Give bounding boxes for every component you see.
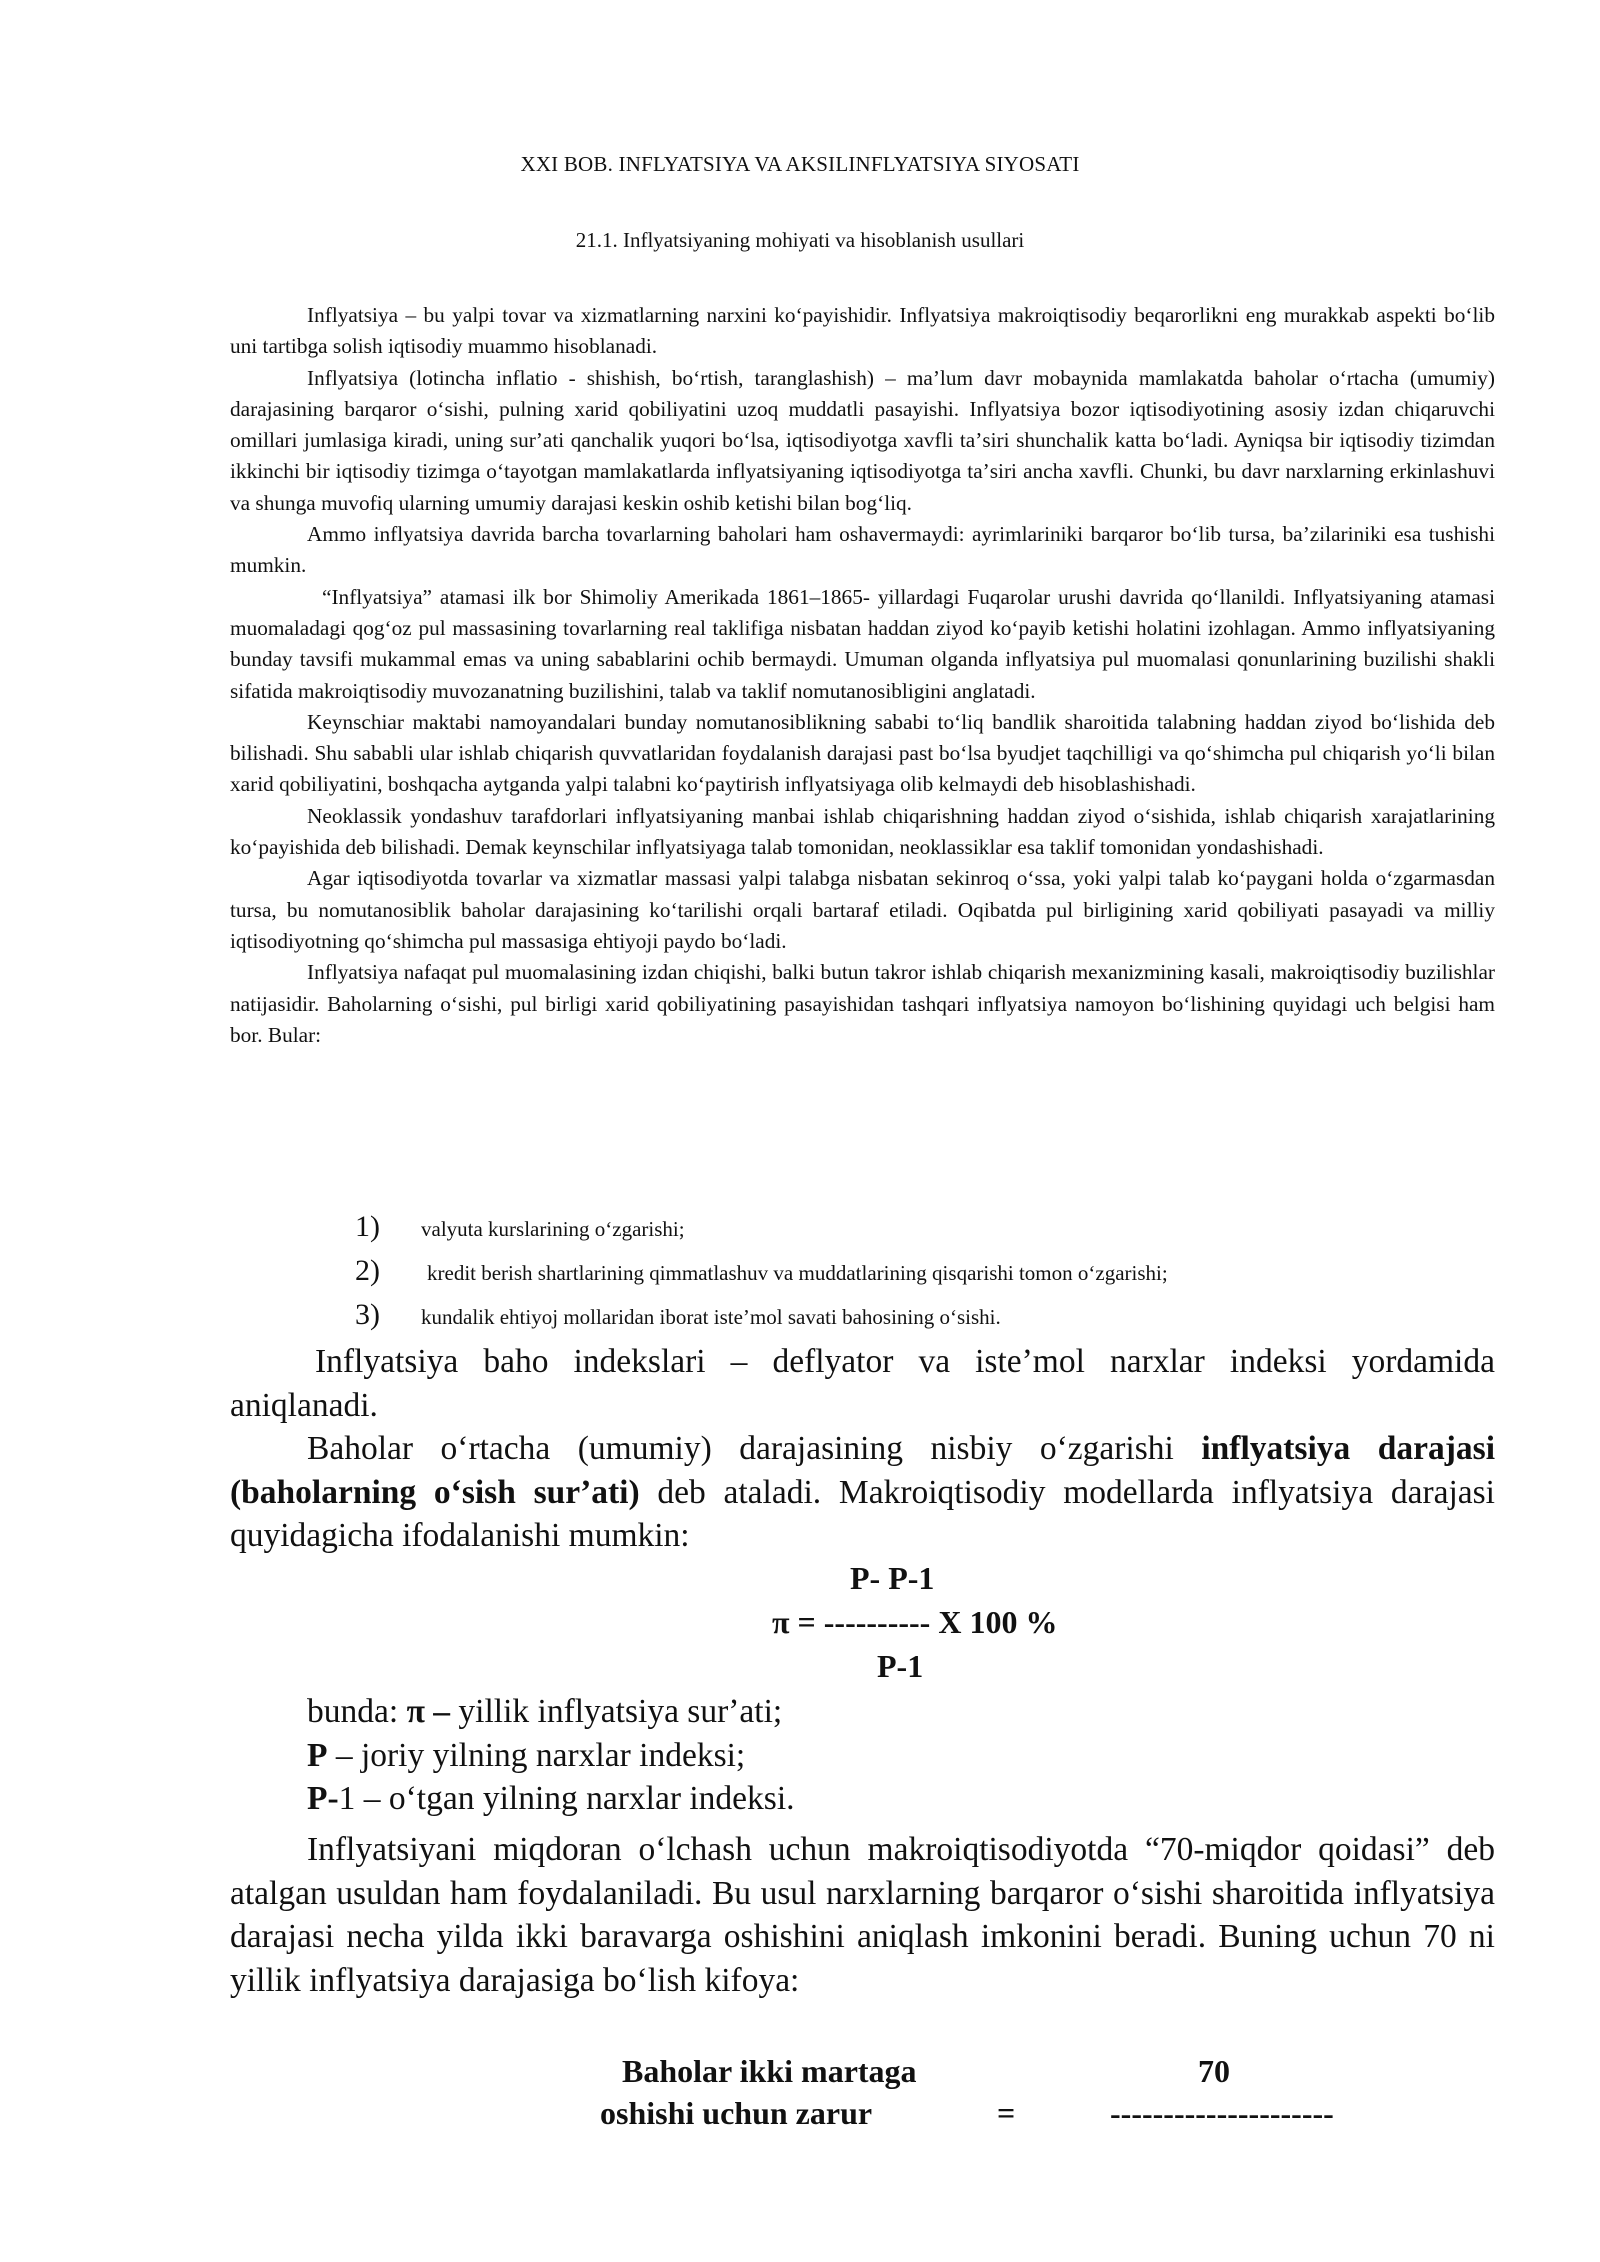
symbol: π – [406,1693,451,1730]
list-number: 3) [355,1298,380,1331]
rule-70-text [230,1828,1495,2002]
paragraph: Neoklassik yondashuv tarafdorlari inflyatsiyaning manbai ishlab chiqarishning haddan ziyod oʻsishida, ishlab chiqarish xarajatlarining koʻpayishida deb bilishadi. Demak keynschilar inflyatsiyaga talab tomonidan, neoklassiklar esa taklif tomonidan yondashishadi. [230,803,1495,860]
definition-item: P – joriy yilning narxlar indeksi; [307,1736,746,1774]
paragraph: Inflyatsiya – bu yalpi tovar va xizmatlarning narxini koʻpayishidir. Inflyatsiya makroiqtisodiy beqarorlikni eng murakkab aspekti boʻlib uni tartibga solish iqtisodiy muammo hisoblanadi. [230,303,1495,359]
list-item [355,1210,685,1244]
paragraph: “Inflyatsiya” atamasi ilk bor Shimoliy Amerikada 1861–1865- yillardagi Fuqarolar urushi davrida qoʻllanildi. Inflyatsiyaning atamasi muomaladagi qogʻoz pul massasining tovarlarning real taklifiga nisbatan haddan ziyod koʻpayib ketishi holatini izohlagan. Ammo inflyatsiyaning bunday tavsifi mukammal emas va uning sabablarini ochib bermaydi. Umuman olganda inflyatsiya pul muomalasi qonunlarining buzilishi shakli sifatida makroiqtisodiy muvozanatning buzilishini, talab va taklif nomutanosibligini anglatadi. [230,584,1495,703]
list-text: valyuta kurslarining oʻzgarishi; [421,1217,685,1241]
paragraph-text: Baholar oʻrtacha (umumiy) darajasining nisbiy oʻzgarishi [307,1430,1202,1467]
definition-item: P-1 – oʻtgan yilning narxlar indeksi. [307,1780,795,1817]
list-item [355,1254,1168,1288]
paragraph-text: deb ataladi. Makroiqtisodiy modellarda inflyatsiya darajasi quyidagicha ifodalanishi mumkin: [230,1473,1495,1554]
paragraph: Keynschiar maktabi namoyandalari bunday nomutanosiblikning sababi toʻliq bandlik sharoitida talabning haddan ziyod boʻlishida deb bilishadi. Shu sababli ular ishlab chiqarish quvvatlaridan foydalanish darajasi past boʻlsa byudjet taqchilligi va qoʻshimcha pul chiqarish yoʻli bilan xarid qobiliyatini, boshqacha aytganda yalpi talabni koʻpaytirish inflyatsiyaga olib kelmaydi deb hisoblashishadi. [230,709,1495,797]
paragraph: Ammo inflyatsiya davrida barcha tovarlarning baholari ham oshavermaydi: ayrimlariniki barqaror boʻlib tursa, baʼzilariniki esa tushishi mumkin. [230,522,1495,578]
key-term: inflyatsiya darajasi (baholarning oʻsish surʼati) [230,1430,1495,1511]
formula-main: π = ---------- X 100 % [772,1604,1058,1640]
section-title: 21.1. Inflyatsiyaning mohiyati va hisoblanish usullari [575,228,1025,252]
paragraph: Inflyatsiyani miqdoran oʻlchash uchun makroiqtisodiyotda “70-miqdor qoidasi” deb atalgan usuldan ham foydalaniladi. Bu usul narxlarning barqaror oʻsishi sharoitida inflyatsiya darajasi necha yilda ikki baravarga oshishini aniqlash imkonini beradi. Buning uchun 70 ni yillik inflyatsiya darajasiga boʻlish kifoya: [230,1831,1495,1999]
paragraph: Inflyatsiya baho indekslari – deflyator va isteʼmol narxlar indeksi yordamida aniqlanadi. [230,1343,1495,1424]
paragraph: Inflyatsiya nafaqat pul muomalasining izdan chiqishi, balki butun takror ishlab chiqarish mexanizmining kasali, makroiqtisodiy buzilishlar natijasidir. Baholarning oʻsishi, pul birligi xarid qobiliyatining pasayishidan tashqari inflyatsiya namoyon boʻlishining quyidagi uch belgisi ham bor. Bular: [230,960,1495,1047]
intro-text [230,300,1495,1051]
definition-item: bunda: π – yillik inflyatsiya surʼati; [307,1693,783,1730]
symbol: P [307,1736,328,1774]
formula-denominator: P-1 [877,1648,924,1684]
list-number: 2) [355,1254,380,1287]
bottom-formula-bar: --------------------- [1110,2095,1334,2131]
paragraph: Inflyatsiya (lotincha inflatio - shishish, boʻrtish, taranglashish) – maʼlum davr mobaynida mamlakatda baholar oʻrtacha (umumiy) darajasining barqaror oʻsishi, pulning xarid qobiliyatini uzoq muddatli pasayishi. Inflyatsiya bozor iqtisodiyotining asosiy izdan chiqaruvchi omillari jumlasiga kiradi, uning surʼati qanchalik yuqori boʻlsa, iqtisodiyotga xavfli taʼsiri shunchalik katta boʻladi. Ayniqsa bir iqtisodiy tizimdan ikkinchi bir iqtisodiy tizimga oʻtayotgan mamlakatlarda inflyatsiyaning iqtisodiyotga taʼsiri ancha xavfli. Chunki, bu davr narxlarning erkinlashuvi va shunga muvofiq ularning umumiy darajasi keskin oshib ketishi bilan bogʻliq. [230,365,1495,515]
bottom-formula-line2: oshishi uchun zarur [600,2095,873,2131]
paragraph [230,1427,1495,1558]
list-item [355,1298,1001,1332]
bottom-formula-line1: Baholar ikki martaga [622,2053,917,2089]
list-text: kredit berish shartlarining qimmatlashuv va muddatlarining qisqarishi tomon oʻzgarishi; [427,1261,1168,1285]
list-text: kundalik ehtiyoj mollaridan iborat isteʼmol savati bahosining oʻsishi. [421,1305,1001,1329]
main-text [230,1340,1495,1558]
paragraph: Agar iqtisodiyotda tovarlar va xizmatlar massasi yalpi talabga nisbatan sekinroq oʻssa, yoki yalpi talab koʻpaygani holda oʻzgarmasdan tursa, bu nomutanosiblik baholar darajasining koʻtarilishi orqali bartaraf etiladi. Oqibatda pul birligining xarid qobiliyati pasayadi va milliy iqtisodiyotning qoʻshimcha pul massasiga ehtiyoji paydo boʻladi. [230,866,1495,953]
formula-numerator: P- P-1 [850,1560,935,1596]
formula-definitions [307,1690,795,1821]
list-number: 1) [355,1210,380,1243]
chapter-title: XXI BOB. INFLYATSIYA VA AKSILINFLYATSIYA SIYOSATI [520,152,1080,176]
symbol: P- [307,1780,339,1817]
bottom-formula-numerator: 70 [1198,2053,1230,2089]
bottom-formula-equals: = [997,2095,1016,2131]
